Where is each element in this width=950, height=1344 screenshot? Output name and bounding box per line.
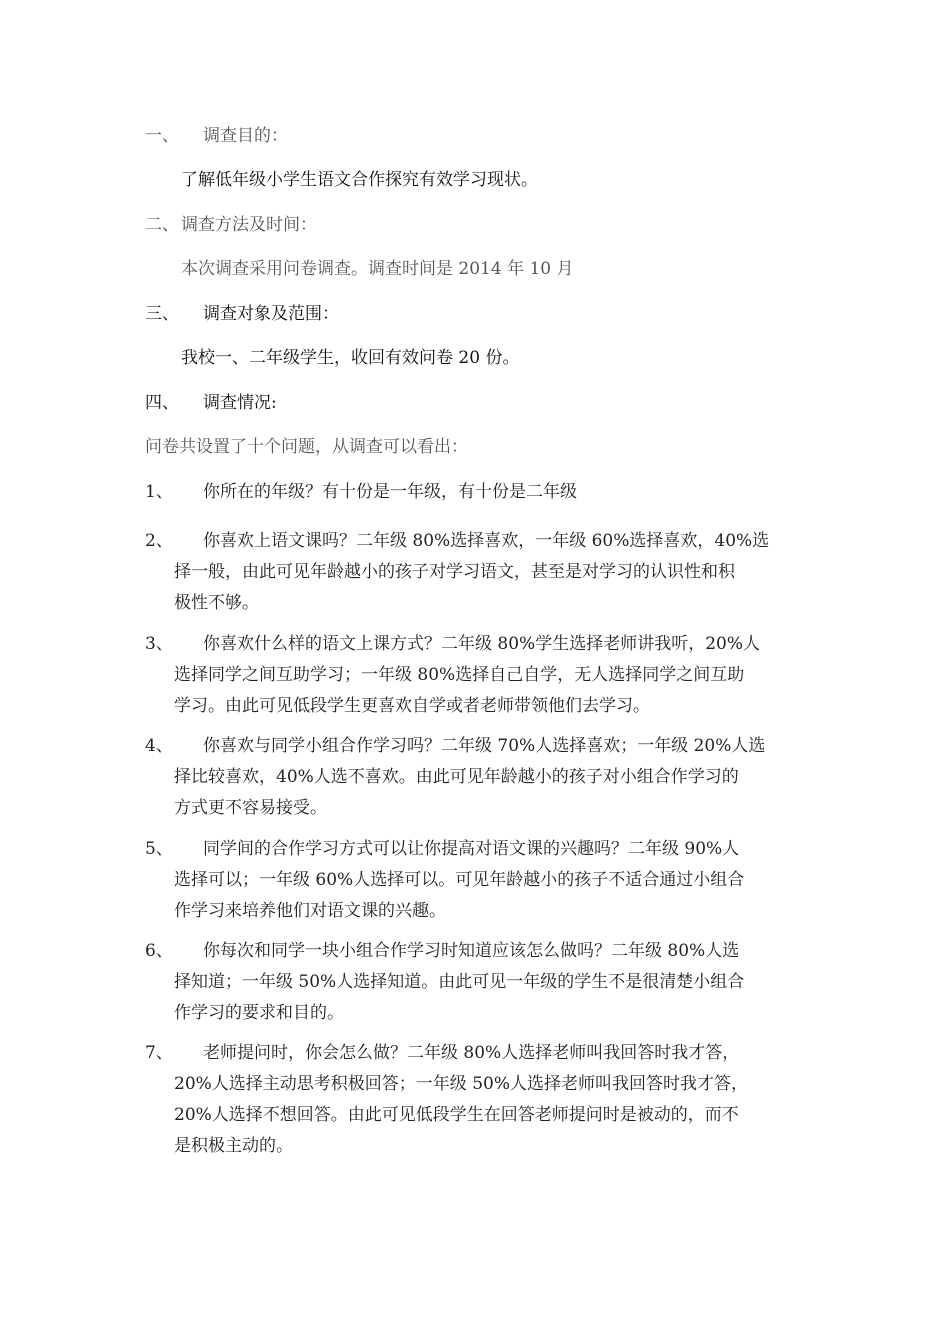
item-2-line-1: 你喜欢上语文课吗？二年级 80%选择喜欢，一年级 60%选择喜欢，40%选 — [203, 531, 770, 551]
item-7-number: 7、 — [145, 1043, 173, 1063]
item-3-text — [174, 629, 814, 722]
section-1-body: 了解低年级小学生语文合作探究有效学习现状。 — [181, 170, 538, 190]
item-2-line-2: 择一般，由此可见年龄越小的孩子对学习语文，甚至是对学习的认识性和积 — [174, 562, 735, 582]
item-4-line-2: 择比较喜欢，40%人选不喜欢。由此可见年龄越小的孩子对小组合作学习的 — [174, 767, 739, 787]
item-4-line-1: 你喜欢与同学小组合作学习吗？二年级 70%人选择喜欢；一年级 20%人选 — [203, 736, 766, 756]
item-7-text — [174, 1038, 814, 1162]
item-5-line-2: 选择可以；一年级 60%人选择可以。可见年龄越小的孩子不适合通过小组合 — [174, 870, 745, 890]
section-4-title: 调查情况: — [203, 393, 277, 413]
item-5-line-1: 同学间的合作学习方式可以让你提高对语文课的兴趣吗？二年级 90%人 — [203, 839, 740, 859]
item-3-line-3: 学习。由此可见低段学生更喜欢自学或者老师带领他们去学习。 — [174, 696, 650, 716]
item-6-number: 6、 — [145, 941, 173, 961]
section-4-body: 问卷共设置了十个问题，从调查可以看出： — [145, 437, 468, 457]
item-3-line-1: 你喜欢什么样的语文上课方式？二年级 80%学生选择老师讲我听，20%人 — [203, 634, 760, 654]
item-4-text — [174, 731, 814, 824]
item-4-line-3: 方式更不容易接受。 — [174, 798, 327, 818]
section-1-number: 一、 — [145, 126, 179, 146]
item-7-line-1: 老师提问时，你会怎么做？二年级 80%人选择老师叫我回答时我才答， — [203, 1043, 740, 1063]
item-7-line-2: 20%人选择主动思考积极回答；一年级 50%人选择老师叫我回答时我才答， — [174, 1074, 748, 1094]
section-1-title: 调查目的： — [203, 126, 288, 146]
section-2-title: 调查方法及时间： — [181, 215, 317, 235]
item-7-line-4: 是积极主动的。 — [174, 1136, 293, 1156]
section-2-body: 本次调查采用问卷调查。调查时间是 2014 年 10 月 — [181, 259, 574, 279]
item-1-line-1: 你所在的年级？有十份是一年级，有十份是二年级 — [203, 482, 577, 502]
section-3-title: 调查对象及范围： — [203, 304, 339, 324]
item-2-number: 2、 — [145, 531, 173, 551]
item-3-line-2: 选择同学之间互助学习；一年级 80%选择自己自学，无人选择同学之间互助 — [174, 665, 745, 685]
item-2-line-3: 极性不够。 — [174, 593, 259, 613]
section-4-number: 四、 — [145, 393, 179, 413]
item-6-line-1: 你每次和同学一块小组合作学习时知道应该怎么做吗？二年级 80%人选 — [203, 941, 740, 961]
section-3-body: 我校一、二年级学生，收回有效问卷 20 份。 — [181, 348, 520, 368]
item-5-line-3: 作学习来培养他们对语文课的兴趣。 — [174, 901, 446, 921]
item-6-line-3: 作学习的要求和目的。 — [174, 1003, 344, 1023]
item-5-text — [174, 834, 814, 927]
section-2-number: 二、 — [145, 215, 179, 235]
item-5-number: 5、 — [145, 839, 173, 859]
item-3-number: 3、 — [145, 634, 173, 654]
item-4-number: 4、 — [145, 736, 173, 756]
item-1-text — [174, 477, 814, 508]
item-6-text — [174, 936, 814, 1029]
section-3-number: 三、 — [145, 304, 179, 324]
item-6-line-2: 择知道；一年级 50%人选择知道。由此可见一年级的学生不是很清楚小组合 — [174, 972, 745, 992]
item-1-number: 1、 — [145, 482, 173, 502]
item-2-text — [174, 526, 814, 619]
item-7-line-3: 20%人选择不想回答。由此可见低段学生在回答老师提问时是被动的，而不 — [174, 1105, 739, 1125]
